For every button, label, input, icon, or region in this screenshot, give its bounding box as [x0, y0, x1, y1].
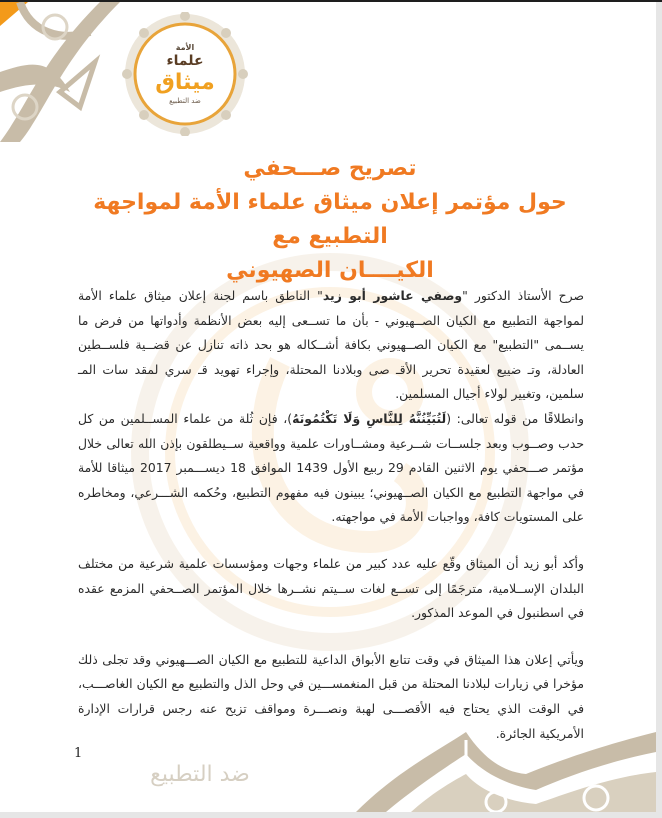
- document-body: [78, 284, 584, 746]
- watermark-text: ضد التطبيع: [150, 762, 250, 787]
- document-title: [60, 152, 600, 288]
- viewer-bottom-edge: [0, 812, 662, 818]
- paragraph-3: وأكد أبو زيد أن الميثاق وقّع عليه عدد كبير من علماء وجهات ومؤسسات علمية شرعية من مختلف البلدان الإســلامية، مترجَمًا إلى تســع لغات ســيتم نشــرها خلال المؤتمر الصــحفي المزمع عقده في اسطنبول في الموعد المذكور.: [78, 555, 584, 621]
- scrollbar-track[interactable]: [656, 2, 662, 818]
- logo-tagline: ضد التطبيع: [169, 96, 201, 105]
- logo-text-umma: الأمة: [175, 42, 195, 52]
- paragraph-1-body: " الناطق باسم لجنة إعلان ميثاق علماء الأمة لمواجهة التطبيع مع الكيان الصــهيوني - بأن ما تســعى إليه بعض الأنظمة وأدواتها من فرض ما يســمى "التطبيع" مع الكيان الصــهيوني بكافة أشــكاله هو بحد ذاته تنازل عن قضــية فلســطين العادلة، وتـ ضييع لعقيدة تحرير الأقـ صى وبلادنا المحتلة، وإجراء تهويد قـ سري لمقد سات المـ سلمين، وتغيير لولاء أجيال المسلمين.: [78, 288, 584, 402]
- paragraph-1-intro: صرح الأستاذ الدكتور ": [462, 288, 585, 303]
- title-line-3: الكيــــان الصهيوني: [226, 258, 434, 283]
- page-number: 1: [74, 746, 83, 761]
- title-line-2: حول مؤتمر إعلان ميثاق علماء الأمة لمواجهة التطبيع مع: [93, 190, 567, 249]
- paragraph-2-body: )، فإن ثُلة من علماء المســلمين من كل حدب وصــوب وبعد جلســات شــرعية ومشــاورات علمية وواقعية ســيطلقون بإذن الله تعالى خلال مؤتمر صـــحفي يوم الاثنين القادم 29 ربيع الأول 1439 الموافق 18 ديســـمبر 2017 ميثاقا للأمة في مواجهة التطبيع مع الكيان الصــهيوني؛ يبينون فيه مفهوم التطبيع، وحُكمه الشـــرعي، ومخاطره على المستويات كافة، وواجبات الأمة في مواجهته.: [78, 410, 585, 525]
- ornament-corner-top-left-icon: [0, 2, 120, 142]
- paragraph-4: ويأتي إعلان هذا الميثاق في وقت تتابع الأبواق الداعية للتطبيع مع الكيان الصـــهيوني وقد تجلى ذلك مؤخرا في زيارات لبلادنا المحتلة من قبل المنغمســـين في وحل الذل والتطبيع مع الكيان الغاصـــب، في الوقت الذي يحتاج فيه الأقصـــى لهبة ونصـــرة ومواقف تزيح عنه رجس قرارات الإدارة الأمريكية الجائرة.: [78, 651, 584, 741]
- spokesperson-name: وصفي عاشور أبو زيد: [322, 288, 463, 303]
- quran-verse: لَتُبَيِّنُنَّهُ لِلنَّاسِ وَلَا تَكْتُمُونَهُ: [292, 410, 447, 426]
- paragraph-1: [78, 284, 584, 407]
- logo: [139, 28, 231, 120]
- paragraph-2: [78, 407, 584, 530]
- logo-text-ulama: علماء: [166, 52, 204, 69]
- document-page: [0, 2, 656, 812]
- paragraph-2-intro: وانطلاقًا من قوله تعالى: (: [446, 410, 584, 426]
- title-line-1: تصريح صـــحفي: [243, 156, 417, 181]
- logo-text-mithaq: ميثاق: [155, 69, 215, 95]
